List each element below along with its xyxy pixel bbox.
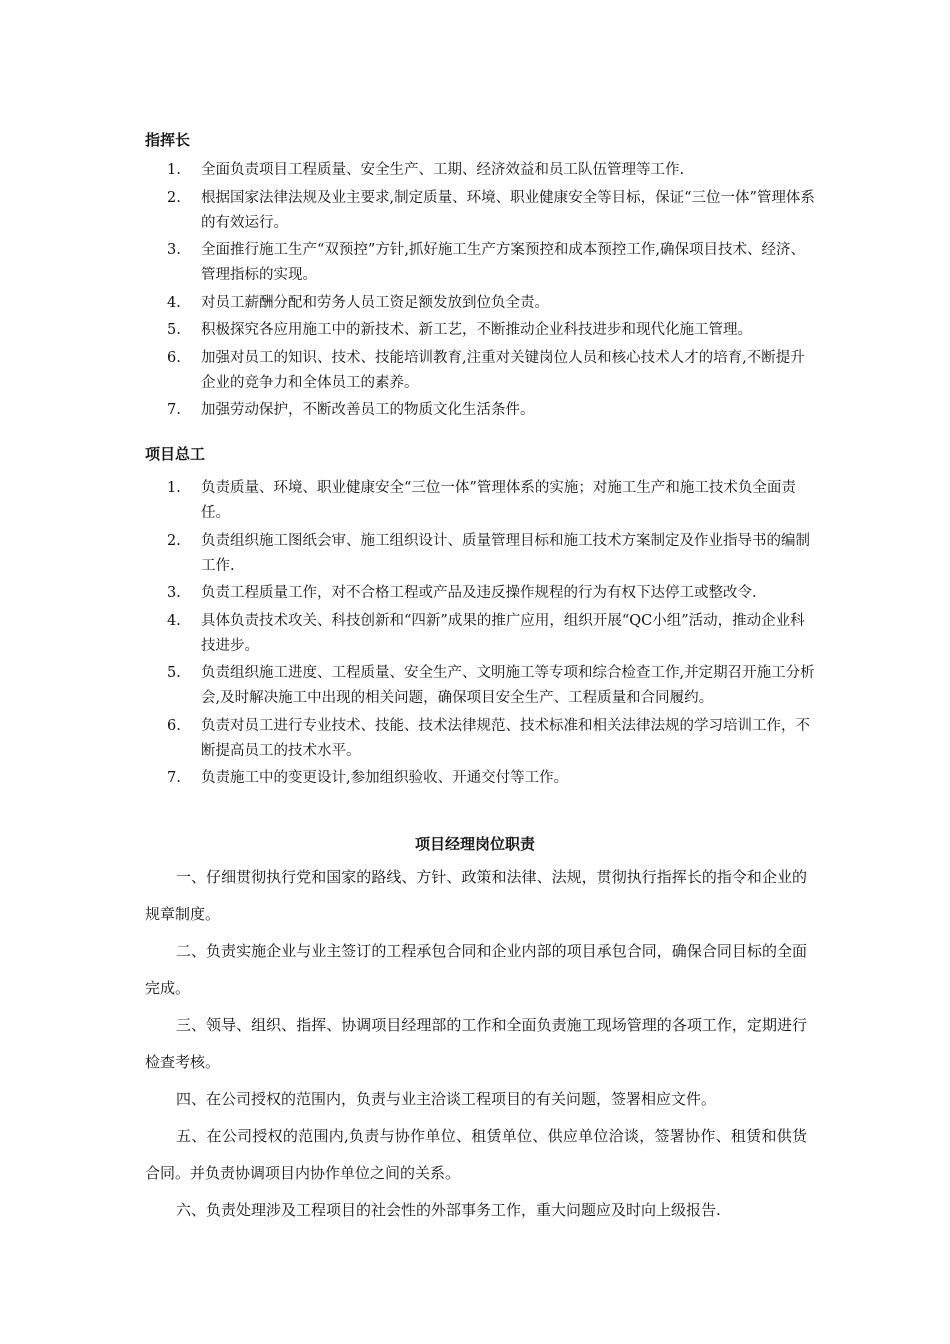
list-item-text: 负责施工中的变更设计,参加组织验收、开通交付等工作。 (201, 770, 569, 786)
list-number: 6. (167, 717, 181, 734)
list-number: 5. (167, 322, 181, 338)
duty-paragraph: 二、负责实施企业与业主签订的工程承包合同和企业内部的项目承包合同，确保合同目标的全面完成。 (145, 942, 807, 997)
list-item-text: 全面负责项目工程质量、安全生产、工期、经济效益和员工队伍管理等工作. (201, 162, 685, 178)
page-title: 项目经理岗位职责 (414, 835, 535, 853)
commander-duties-list (167, 158, 817, 426)
list-number: 3. (167, 242, 181, 258)
list-item (167, 476, 817, 526)
duty-paragraph: 四、在公司授权的范围内，负责与业主洽谈工程项目的有关问题，签署相应文件。 (176, 1090, 717, 1108)
duty-paragraph: 三、领导、组织、指挥、协调项目经理部的工作和全面负责施工现场管理的各项工作，定期进行检查考核。 (145, 1016, 807, 1071)
list-number: 7. (167, 402, 181, 418)
list-item (167, 529, 817, 579)
list-number: 2. (167, 532, 181, 549)
list-item (167, 291, 817, 316)
list-item-text: 负责工程质量工作，对不合格工程或产品及违反操作规程的行为有权下达停工或整改令. (201, 585, 757, 601)
duty-paragraph: 一、仔细贯彻执行党和国家的路线、方针、政策和法律、法规，贯彻执行指挥长的指令和企业的规章制度。 (145, 868, 807, 923)
list-item-text: 负责组织施工进度、工程质量、安全生产、文明施工等专项和综合检查工作,并定期召开施工分析会,及时解决施工中出现的相关问题，确保项目安全生产、工程质量和合同履约。 (201, 665, 815, 706)
list-item (167, 238, 817, 288)
duty-paragraph: 五、在公司授权的范围内,负责与协作单位、租赁单位、供应单位洽谈，签署协作、租赁和供货合同。并负责协调项目内协作单位之间的关系。 (145, 1127, 807, 1182)
list-number: 7. (167, 770, 181, 786)
section-heading-commander: 指挥长 (145, 131, 191, 149)
list-item-text: 全面推行施工生产“双预控”方针,抓好施工生产方案预控和成本预控工作,确保项目技术、经济、管理指标的实现。 (201, 242, 806, 283)
list-number: 5. (167, 665, 181, 681)
list-item (167, 346, 817, 396)
list-item (167, 398, 817, 423)
list-item-text: 负责对员工进行专业技术、技能、技术法律规范、技术标准和相关法律法规的学习培训工作，不断提高员工的技术水平。 (201, 717, 810, 759)
list-number: 4. (167, 294, 181, 311)
list-item-text: 负责组织施工图纸会审、施工组织设计、质量管理目标和施工技术方案制定及作业指导书的编制工作. (201, 532, 810, 574)
list-item-text: 积极探究各应用施工中的新技术、新工艺，不断推动企业科技进步和现代化施工管理。 (201, 322, 752, 338)
list-number: 3. (167, 585, 181, 601)
list-item (167, 318, 817, 343)
chief-engineer-duties-list (167, 476, 817, 794)
list-item (167, 766, 817, 791)
list-item-text: 根据国家法律法规及业主要求,制定质量、环境、职业健康安全等目标，保证“三位一体”管理体系的有效运行。 (201, 189, 815, 231)
list-item-text: 具体负责技术攻关、科技创新和“四新”成果的推广应用，组织开展“QC小组”活动，推动企业科技进步。 (201, 612, 805, 654)
list-number: 2. (167, 189, 181, 206)
list-number: 1. (167, 162, 181, 178)
list-item-text: 对员工薪酬分配和劳务人员工资足额发放到位负全责。 (201, 294, 549, 311)
section-heading-chief-engineer: 项目总工 (145, 445, 206, 463)
list-number: 4. (167, 612, 181, 629)
list-number: 6. (167, 349, 181, 366)
list-item-text: 加强对员工的知识、技术、技能培训教育,注重对关键岗位人员和核心技术人才的培育,不断提升企业的竞争力和全体员工的素养。 (201, 349, 805, 391)
list-item (167, 609, 817, 659)
list-item-text: 负责质量、环境、职业健康安全“三位一体”管理体系的实施；对施工生产和施工技术负全面责任。 (201, 480, 796, 521)
list-item (167, 186, 817, 236)
list-number: 1. (167, 480, 181, 496)
list-item (167, 714, 817, 764)
duty-paragraph: 六、负责处理涉及工程项目的社会性的外部事务工作，重大问题应及时向上级报告. (176, 1201, 721, 1219)
list-item (167, 158, 817, 183)
list-item-text: 加强劳动保护，不断改善员工的物质文化生活条件。 (201, 402, 535, 418)
list-item (167, 581, 817, 606)
list-item (167, 661, 817, 711)
